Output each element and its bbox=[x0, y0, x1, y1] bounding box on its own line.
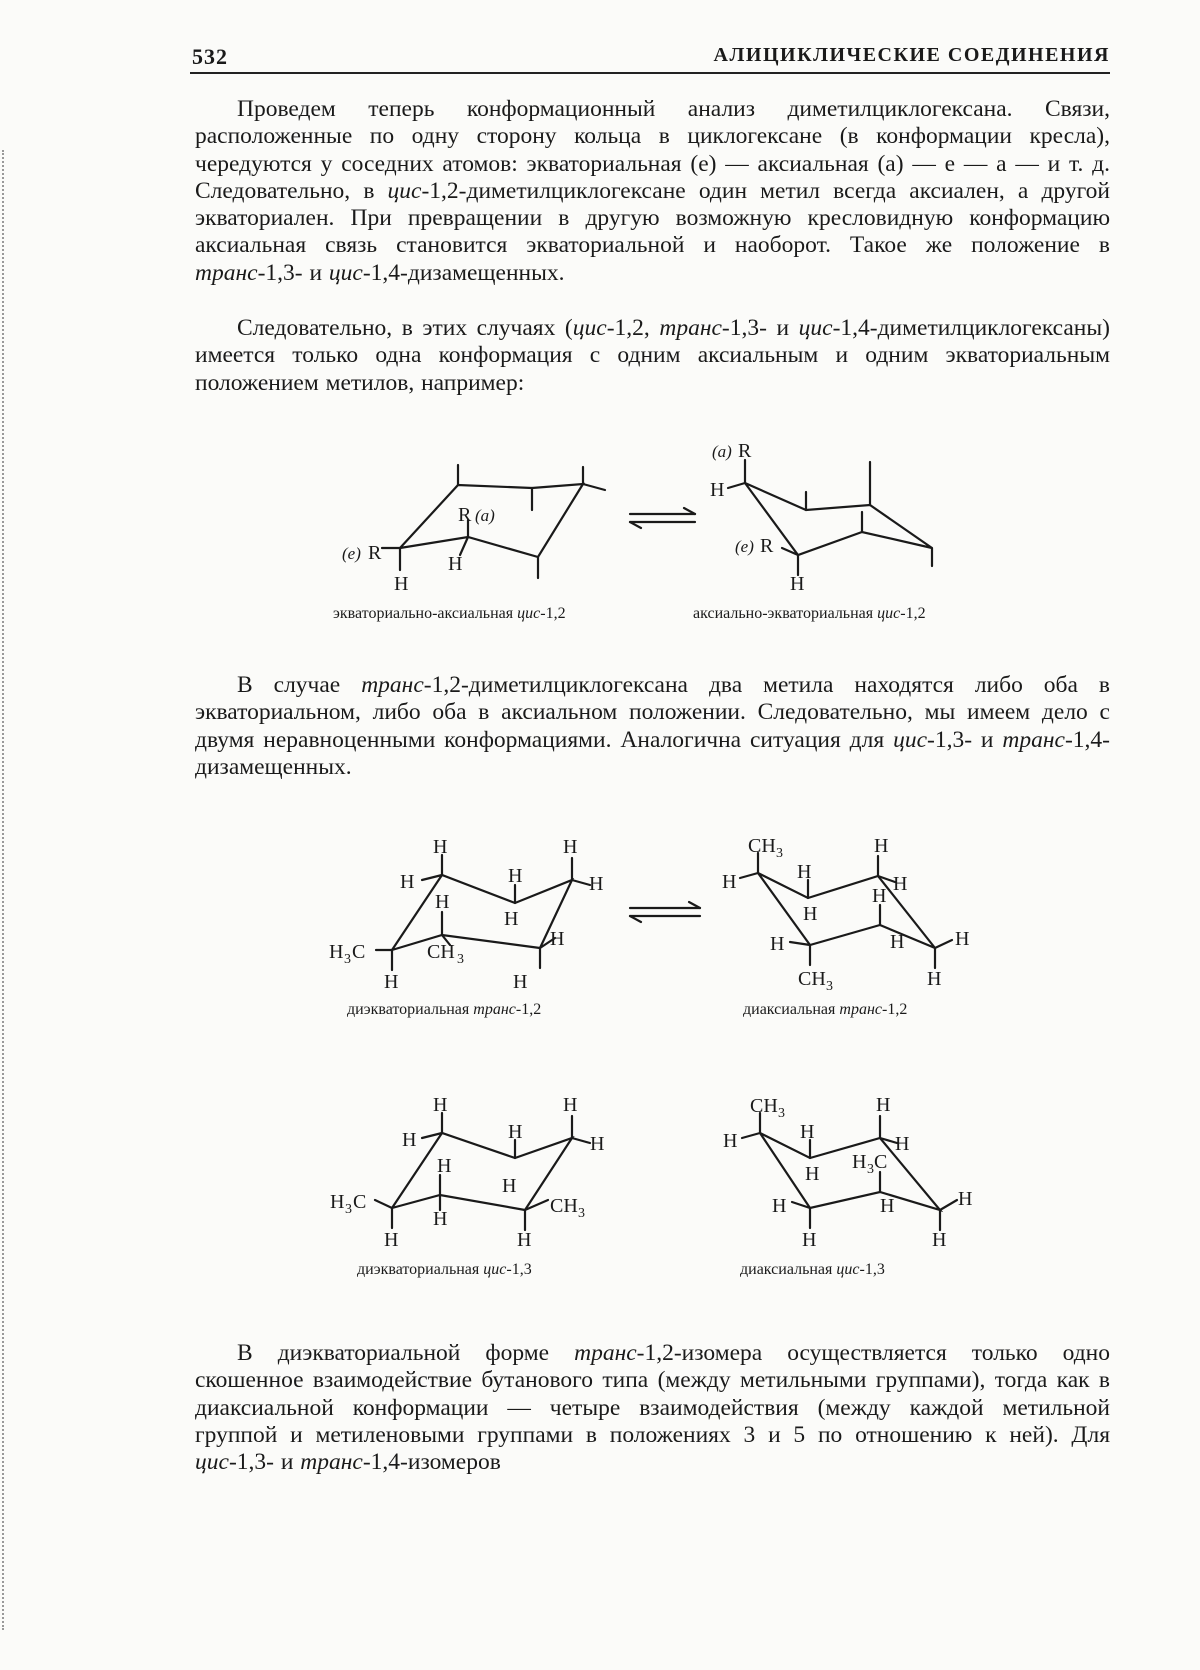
svg-text:H: H bbox=[872, 885, 887, 907]
svg-text:H: H bbox=[722, 871, 737, 893]
svg-text:R: R bbox=[760, 535, 774, 557]
caption-diax-trans-1-2: диаксиальная транс-1,2 bbox=[743, 1001, 908, 1018]
svg-text:3: 3 bbox=[344, 952, 351, 967]
svg-text:H: H bbox=[927, 968, 942, 990]
svg-text:CH: CH bbox=[750, 1095, 778, 1117]
svg-text:H: H bbox=[852, 1151, 867, 1173]
svg-text:H: H bbox=[955, 928, 970, 950]
svg-text:R: R bbox=[458, 504, 472, 526]
paragraph-3: В случае транс-1,2-диметилциклогексана два метила находятся либо оба в экваториальном, либо оба в аксиальном положении. Следовательно, мы имеем дело с двумя неравноценными конформациями. Аналогична ситуация для цис-1,3- и транс-1,4-дизамещенных. bbox=[195, 672, 1110, 780]
svg-text:H: H bbox=[590, 1133, 605, 1155]
svg-text:H: H bbox=[772, 1195, 787, 1217]
svg-text:R: R bbox=[368, 542, 382, 564]
svg-text:C: C bbox=[874, 1151, 888, 1173]
svg-text:H: H bbox=[513, 971, 528, 993]
svg-text:H: H bbox=[384, 971, 399, 993]
chair-dieq-trans-1-2 bbox=[329, 836, 603, 993]
svg-text:3: 3 bbox=[578, 1206, 585, 1221]
chair-ax-eq-cis-1-2 bbox=[710, 440, 932, 595]
paragraph-1: Проведем теперь конформационный анализ диметилциклогексана. Связи, расположенные по одну сторону кольца в циклогексане (в конформации кресла), чередуются у соседних атомов: экваториальная (е) — аксиальная (а) — е — а — и т. д. Следовательно, в цис-1,2-диметилциклогексане один метил всегда аксиален, а другой экваториален. При превращении в другую возможную кресловидную конформацию аксиальная связь становится экваториальной и наоборот. Такое же положение в транс-1,3- и цис-1,4-дизамещенных. bbox=[195, 96, 1110, 286]
chair-diax-cis-1-3 bbox=[723, 1094, 972, 1251]
svg-text:H: H bbox=[550, 928, 565, 950]
svg-text:H: H bbox=[433, 1094, 448, 1116]
svg-text:H: H bbox=[330, 1191, 345, 1213]
paragraph-2: Следовательно, в этих случаях (цис-1,2, транс-1,3- и цис-1,4-диметилциклогексаны) имеется только одна конформация с одним аксиальным и одним экваториальным положением метилов, например: bbox=[195, 315, 1110, 396]
svg-text:R: R bbox=[738, 440, 752, 462]
svg-text:(e): (e) bbox=[342, 544, 361, 563]
svg-text:CH: CH bbox=[427, 941, 455, 963]
svg-text:H: H bbox=[433, 1208, 448, 1230]
svg-text:H: H bbox=[504, 908, 519, 930]
running-title: АЛИЦИКЛИЧЕСКИЕ СОЕДИНЕНИЯ bbox=[713, 44, 1110, 66]
svg-text:H: H bbox=[803, 903, 818, 925]
svg-text:H: H bbox=[563, 836, 578, 858]
svg-text:(a): (a) bbox=[712, 442, 732, 461]
svg-text:H: H bbox=[805, 1163, 820, 1185]
svg-text:H: H bbox=[893, 873, 908, 895]
svg-text:H: H bbox=[400, 871, 415, 893]
scan-margin-artifact bbox=[2, 150, 12, 1630]
svg-text:H: H bbox=[384, 1229, 399, 1251]
svg-text:H: H bbox=[435, 891, 450, 913]
svg-text:H: H bbox=[329, 941, 344, 963]
svg-text:H: H bbox=[890, 931, 905, 953]
svg-text:H: H bbox=[563, 1094, 578, 1116]
caption-dieq-cis-1-3: диэкваториальная цис-1,3 bbox=[357, 1261, 532, 1278]
svg-text:H: H bbox=[710, 479, 725, 501]
caption-dieq-trans-1-2: диэкваториальная транс-1,2 bbox=[347, 1001, 542, 1018]
equilibrium-arrow-2 bbox=[630, 902, 700, 922]
svg-text:3: 3 bbox=[457, 952, 464, 967]
svg-text:H: H bbox=[874, 835, 889, 857]
svg-text:C: C bbox=[353, 1191, 367, 1213]
page-number: 532 bbox=[192, 44, 228, 69]
svg-text:H: H bbox=[802, 1229, 817, 1251]
svg-text:H: H bbox=[517, 1229, 532, 1251]
svg-text:(e): (e) bbox=[735, 537, 754, 556]
svg-text:H: H bbox=[958, 1188, 973, 1210]
svg-text:H: H bbox=[394, 573, 409, 595]
svg-text:H: H bbox=[723, 1130, 738, 1152]
equilibrium-arrow-1 bbox=[630, 508, 695, 528]
svg-text:H: H bbox=[448, 553, 463, 575]
svg-text:H: H bbox=[797, 861, 812, 883]
svg-text:H: H bbox=[508, 865, 523, 887]
svg-text:H: H bbox=[589, 873, 604, 895]
svg-text:H: H bbox=[895, 1133, 910, 1155]
caption-eq-ax-cis-1-2: экваториально-аксиальная цис-1,2 bbox=[333, 605, 566, 622]
chair-diax-trans-1-2 bbox=[722, 835, 969, 994]
svg-text:H: H bbox=[876, 1094, 891, 1116]
svg-text:3: 3 bbox=[826, 979, 833, 994]
svg-text:C: C bbox=[352, 941, 366, 963]
svg-text:CH: CH bbox=[798, 968, 826, 990]
svg-text:H: H bbox=[800, 1121, 815, 1143]
svg-text:(a): (a) bbox=[475, 506, 495, 525]
svg-text:H: H bbox=[437, 1155, 452, 1177]
svg-text:H: H bbox=[770, 933, 785, 955]
svg-text:3: 3 bbox=[867, 1162, 874, 1177]
svg-text:H: H bbox=[932, 1229, 947, 1251]
svg-text:H: H bbox=[402, 1129, 417, 1151]
header-rule bbox=[190, 72, 1110, 74]
svg-text:H: H bbox=[790, 573, 805, 595]
svg-text:H: H bbox=[508, 1121, 523, 1143]
svg-text:3: 3 bbox=[778, 1106, 785, 1121]
svg-text:CH: CH bbox=[748, 835, 776, 857]
svg-text:H: H bbox=[880, 1195, 895, 1217]
svg-text:3: 3 bbox=[776, 846, 783, 861]
caption-diax-cis-1-3: диаксиальная цис-1,3 bbox=[740, 1261, 885, 1278]
svg-text:H: H bbox=[433, 836, 448, 858]
svg-text:3: 3 bbox=[345, 1202, 352, 1217]
caption-ax-eq-cis-1-2: аксиально-экваториальная цис-1,2 bbox=[693, 605, 926, 622]
paragraph-4: В диэкваториальной форме транс-1,2-изомера осуществляется только одно скошенное взаимодействие бутанового типа (между метильными группами), тогда как в диаксиальной конформации — четыре взаимодействия (между каждой метильной группой и метиленовыми группами в положениях 3 и 5 по отношению к ней). Для цис-1,3- и транс-1,4-изомеров bbox=[195, 1340, 1110, 1476]
chair-eq-ax-cis-1-2 bbox=[342, 465, 605, 595]
chair-dieq-cis-1-3 bbox=[330, 1094, 604, 1251]
svg-text:H: H bbox=[502, 1175, 517, 1197]
svg-text:CH: CH bbox=[550, 1195, 578, 1217]
